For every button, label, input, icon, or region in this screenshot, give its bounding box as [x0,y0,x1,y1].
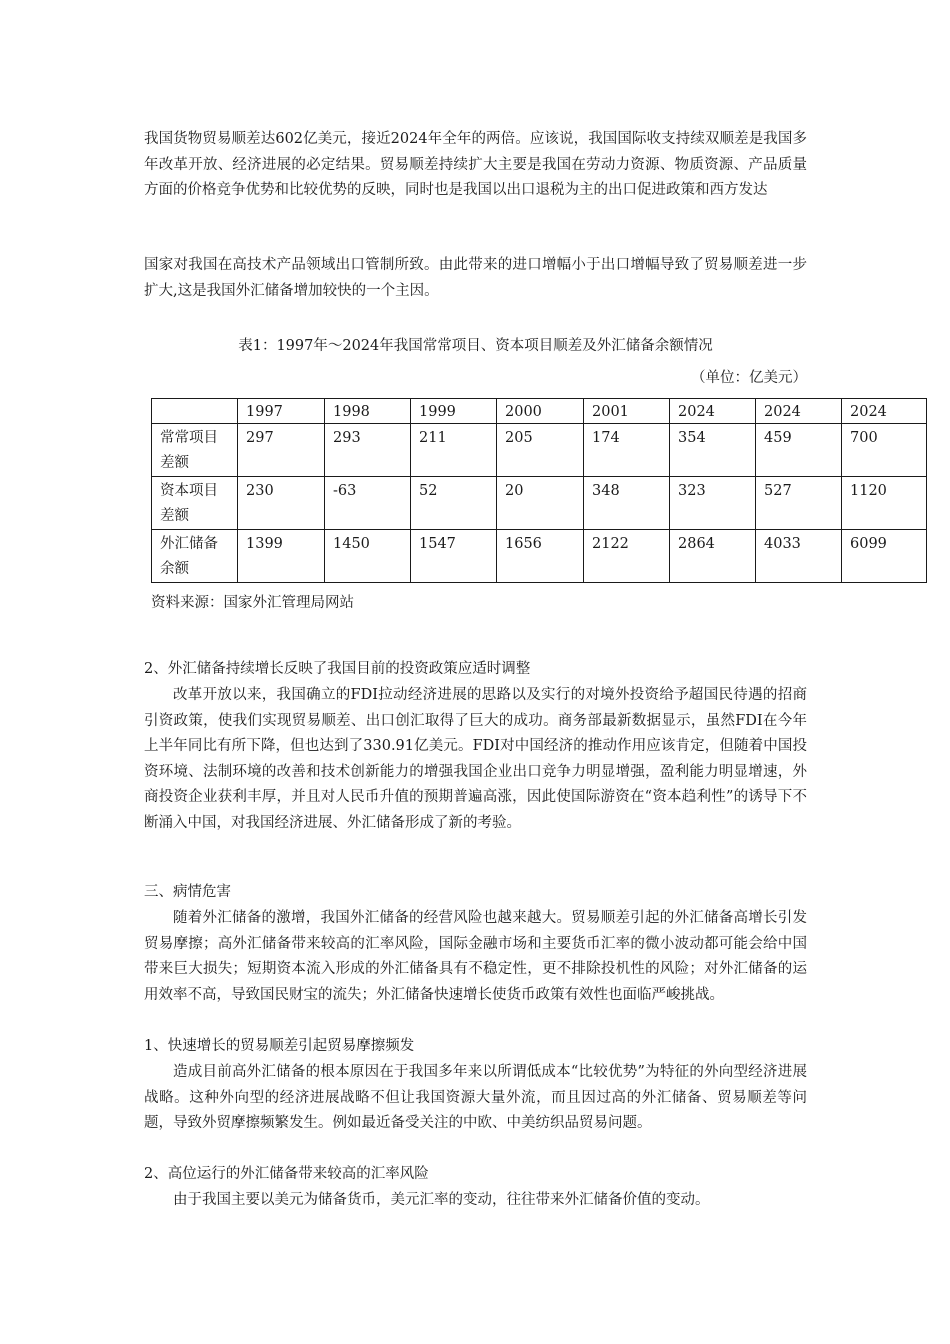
row-label-cell: 资本项目差额 [152,477,238,530]
table-cell: 1120 [842,477,927,530]
subsection-2-heading: 2、高位运行的外汇储备带来较高的汇率风险 [144,1166,429,1182]
table-cell: 1656 [497,530,584,583]
paragraph-export-control: 国家对我国在高技术产品领域出口管制所致。由此带来的进口增幅小于出口增幅导致了贸易顺差进一步扩大,这是我国外汇储备增加较快的一个主因。 [144,257,807,299]
header-year-cell: 2001 [584,399,670,424]
paragraph-trade-surplus: 我国货物贸易顺差达602亿美元，接近2024年全年的两倍。应该说，我国国际收支持续双顺差是我国多年改革开放、经济进展的必定结果。贸易顺差持续扩大主要是我国在劳动力资源、物质资源、产品质量方面的价格竞争优势和比较优势的反映，同时也是我国以出口退税为主的出口促进政策和西方发达 [144,131,807,199]
table-cell: 205 [497,424,584,477]
header-year-cell: 1997 [238,399,325,424]
table-cell: 1450 [325,530,411,583]
table-cell: 20 [497,477,584,530]
table-cell: 6099 [842,530,927,583]
table-cell: 348 [584,477,670,530]
table-cell: 1399 [238,530,325,583]
header-year-cell: 1998 [325,399,411,424]
header-year-cell: 2024 [670,399,756,424]
table-cell: 230 [238,477,325,530]
table-cell: 354 [670,424,756,477]
header-corner-cell [152,399,238,424]
table-cell: 297 [238,424,325,477]
table-caption: 表1：1997年～2024年我国常常项目、资本项目顺差及外汇储备余额情况 [238,338,713,354]
header-year-cell: 2000 [497,399,584,424]
table-cell: 4033 [756,530,842,583]
table-header-row [152,399,927,424]
header-year-cell: 1999 [411,399,497,424]
table-cell: 2122 [584,530,670,583]
section-2-heading: 2、外汇储备持续增长反映了我国目前的投资政策应适时调整 [144,661,531,677]
subsection-2-body: 由于我国主要以美元为储备货币，美元汇率的变动，往往带来外汇储备价值的变动。 [173,1192,710,1208]
table-cell: 2864 [670,530,756,583]
table-cell: 174 [584,424,670,477]
table-cell: 323 [670,477,756,530]
table-source-note: 资料来源：国家外汇管理局网站 [151,595,354,611]
table-cell: 1547 [411,530,497,583]
table-cell: 52 [411,477,497,530]
table-row-current-account [152,424,927,477]
table-cell: -63 [325,477,411,530]
row-label-cell: 外汇储备余额 [152,530,238,583]
section-2-body: 改革开放以来，我国确立的FDI拉动经济进展的思路以及实行的对境外投资给予超国民待遇的招商引资政策，使我们实现贸易顺差、出口创汇取得了巨大的成功。商务部最新数据显示，虽然FDI在今年上半年同比有所下降，但也达到了330.91亿美元。FDI对中国经济的推动作用应该肯定，但随着中国投资环境、法制环境的改善和技术创新能力的增强我国企业出口竞争力明显增强，盈利能力明显增速，外商投资企业获利丰厚，并且对人民币升值的预期普遍高涨，因此使国际游资在“资本趋利性”的诱导下不断涌入中国，对我国经济进展、外汇储备形成了新的考验。 [144,687,807,831]
header-year-cell: 2024 [756,399,842,424]
row-label-cell: 常常项目差额 [152,424,238,477]
table-cell: 293 [325,424,411,477]
subsection-1-body: 造成目前高外汇储备的根本原因在于我国多年来以所谓低成本“比较优势”为特征的外向型经济进展战略。这种外向型的经济进展战略不但让我国资源大量外流，而且因过高的外汇储备、贸易顺差等问题，导致外贸摩擦频繁发生。例如最近备受关注的中欧、中美纺织品贸易问题。 [144,1064,807,1132]
balance-table [151,398,927,583]
table-row-capital-account [152,477,927,530]
table-row-fx-reserves [152,530,927,583]
table-cell: 459 [756,424,842,477]
table-cell: 527 [756,477,842,530]
header-year-cell: 2024 [842,399,927,424]
table-unit: （单位：亿美元） [691,370,807,386]
table-cell: 211 [411,424,497,477]
section-3-heading: 三、病情危害 [144,884,231,900]
section-3-body: 随着外汇储备的激增，我国外汇储备的经营风险也越来越大。贸易顺差引起的外汇储备高增长引发贸易摩擦；高外汇储备带来较高的汇率风险，国际金融市场和主要货币汇率的微小波动都可能会给中国带来巨大损失；短期资本流入形成的外汇储备具有不稳定性，更不排除投机性的风险；对外汇储备的运用效率不高，导致国民财宝的流失；外汇储备快速增长使货币政策有效性也面临严峻挑战。 [144,910,807,1003]
subsection-1-heading: 1、快速增长的贸易顺差引起贸易摩擦频发 [144,1038,415,1054]
table-cell: 700 [842,424,927,477]
